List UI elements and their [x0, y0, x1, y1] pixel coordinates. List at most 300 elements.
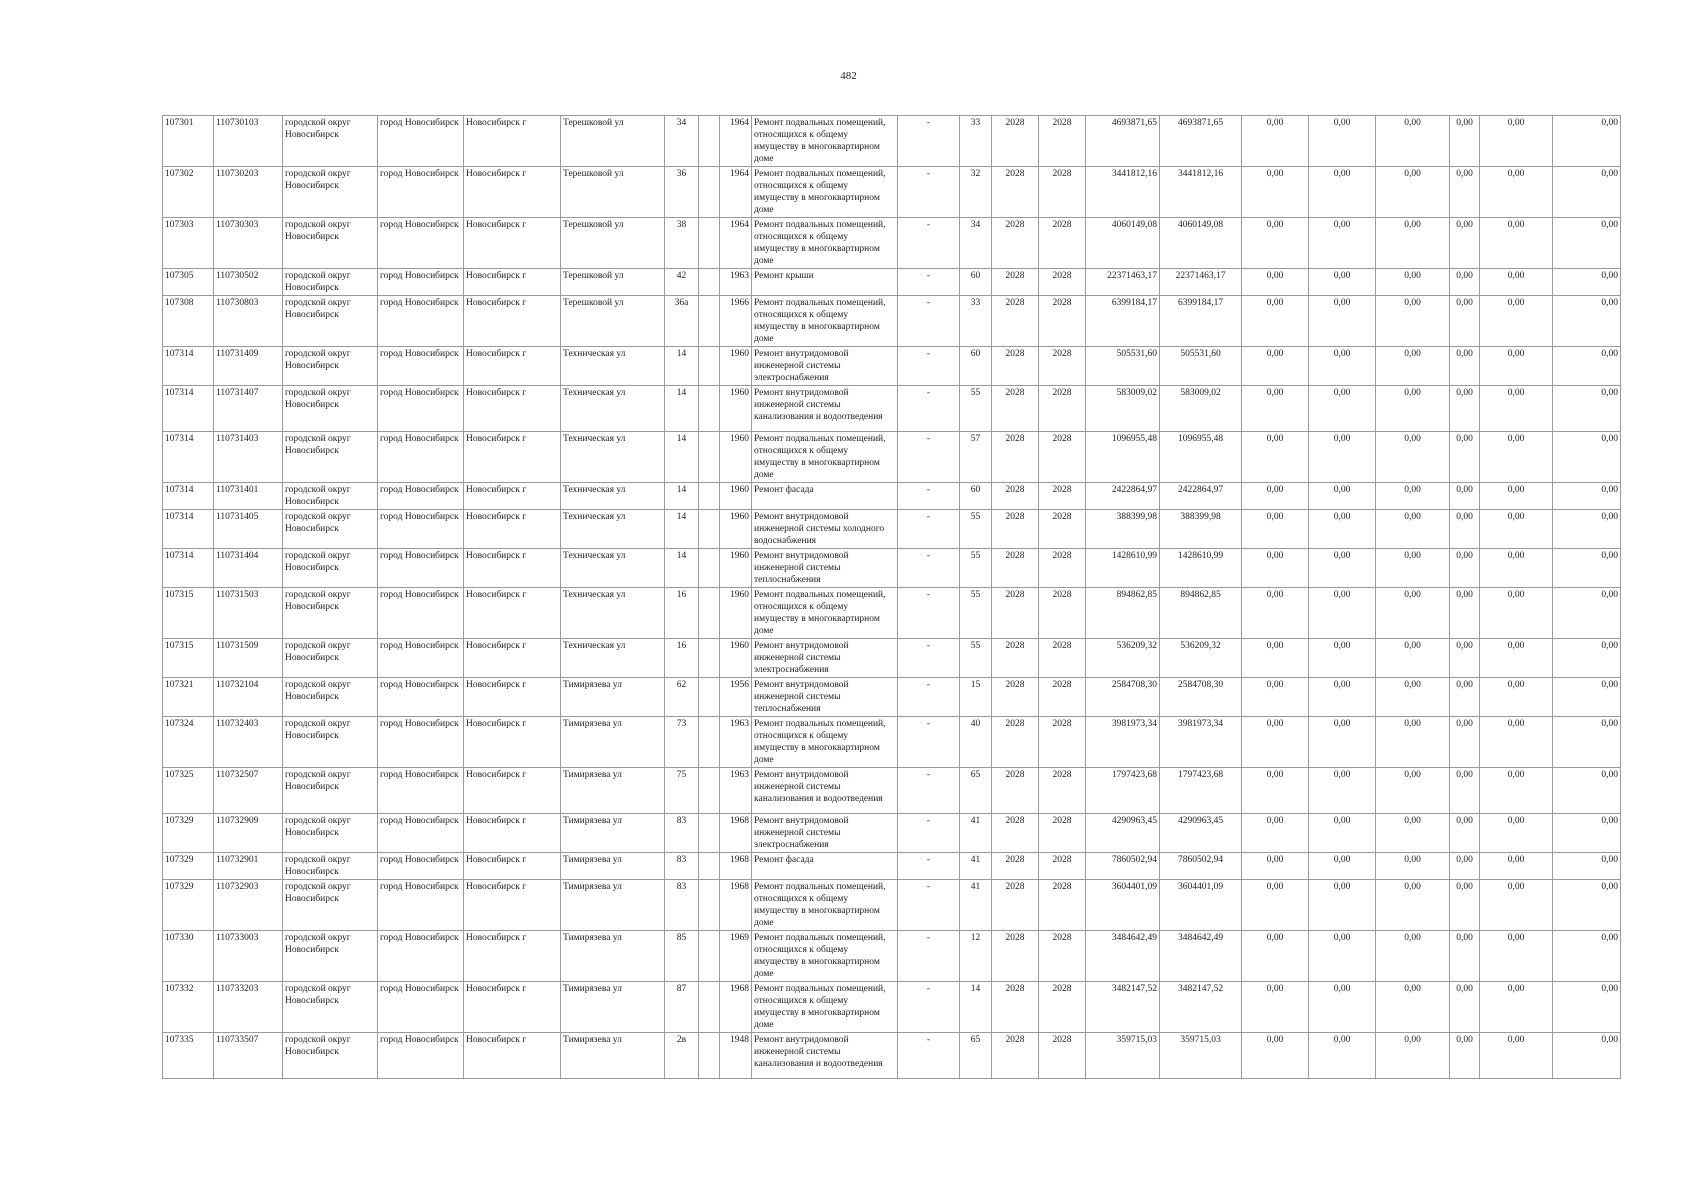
cell-record-id: 107315: [163, 639, 214, 678]
cell-plan-year-start: 2028: [992, 347, 1039, 386]
cell-cost-col-3: 0,00: [1376, 386, 1450, 432]
cell-cost-fund: 894862,85: [1160, 588, 1242, 639]
cell-dash: -: [898, 588, 960, 639]
cell-total-cost: 536209,32: [1086, 639, 1160, 678]
cell-plan-year-start: 2028: [992, 880, 1039, 931]
cell-total-cost: 4693871,65: [1086, 116, 1160, 167]
cell-building: [699, 116, 720, 167]
cell-cost-col-3: 0,00: [1376, 269, 1450, 296]
cell-work-code: 110730803: [214, 296, 283, 347]
cell-cost-fund: 4290963,45: [1160, 814, 1242, 853]
cell-settlement: город Новосибирск: [378, 296, 464, 347]
cell-city: Новосибирск г: [464, 386, 561, 432]
cell-build-year: 1968: [720, 982, 752, 1033]
cell-cost-col-2: 0,00: [1309, 588, 1376, 639]
cell-building: [699, 880, 720, 931]
cell-cost-col-3: 0,00: [1376, 931, 1450, 982]
cell-cost-col-2: 0,00: [1309, 880, 1376, 931]
cell-municipal-district: городской округ Новосибирск: [283, 218, 378, 269]
table-row: [163, 218, 1621, 269]
cell-cost-col-5: 0,00: [1480, 510, 1553, 549]
cell-cost-col-3: 0,00: [1376, 483, 1450, 510]
cell-building: [699, 432, 720, 483]
cell-work-code: 110733507: [214, 1033, 283, 1079]
cell-wear-percent: 33: [960, 116, 992, 167]
cell-total-cost: 3981973,34: [1086, 717, 1160, 768]
cell-work-code: 110732507: [214, 768, 283, 814]
cell-cost-fund: 3604401,09: [1160, 880, 1242, 931]
cell-cost-col-1: 0,00: [1242, 1033, 1309, 1079]
table-row: [163, 982, 1621, 1033]
cell-dash: -: [898, 717, 960, 768]
cell-cost-col-1: 0,00: [1242, 386, 1309, 432]
cell-build-year: 1960: [720, 483, 752, 510]
cell-cost-col-4: 0,00: [1450, 931, 1480, 982]
cell-wear-percent: 41: [960, 853, 992, 880]
cell-municipal-district: городской округ Новосибирск: [283, 116, 378, 167]
cell-dash: -: [898, 853, 960, 880]
cell-cost-col-3: 0,00: [1376, 218, 1450, 269]
cell-cost-col-6: 0,00: [1553, 510, 1621, 549]
cell-work-code: 110731403: [214, 432, 283, 483]
cell-house-number: 2в: [665, 1033, 699, 1079]
cell-municipal-district: городской округ Новосибирск: [283, 931, 378, 982]
cell-municipal-district: городской округ Новосибирск: [283, 296, 378, 347]
cell-street: Тимирязева ул: [561, 814, 665, 853]
cell-settlement: город Новосибирск: [378, 814, 464, 853]
cell-cost-col-4: 0,00: [1450, 167, 1480, 218]
cell-settlement: город Новосибирск: [378, 116, 464, 167]
cell-city: Новосибирск г: [464, 1033, 561, 1079]
cell-cost-fund: 536209,32: [1160, 639, 1242, 678]
cell-city: Новосибирск г: [464, 347, 561, 386]
cell-work-type: Ремонт внутридомовой инженерной системы теплоснабжения: [752, 549, 898, 588]
cell-plan-year-end: 2028: [1039, 296, 1086, 347]
cell-municipal-district: городской округ Новосибирск: [283, 432, 378, 483]
cell-settlement: город Новосибирск: [378, 347, 464, 386]
cell-cost-col-6: 0,00: [1553, 347, 1621, 386]
cell-cost-col-3: 0,00: [1376, 432, 1450, 483]
table-row: [163, 510, 1621, 549]
cell-city: Новосибирск г: [464, 588, 561, 639]
cell-cost-col-1: 0,00: [1242, 982, 1309, 1033]
cell-cost-col-1: 0,00: [1242, 880, 1309, 931]
cell-cost-col-6: 0,00: [1553, 853, 1621, 880]
table-row: [163, 880, 1621, 931]
cell-cost-col-1: 0,00: [1242, 432, 1309, 483]
cell-build-year: 1964: [720, 218, 752, 269]
cell-dash: -: [898, 116, 960, 167]
cell-work-code: 110733203: [214, 982, 283, 1033]
cell-cost-col-4: 0,00: [1450, 982, 1480, 1033]
cell-cost-col-5: 0,00: [1480, 768, 1553, 814]
cell-cost-col-2: 0,00: [1309, 347, 1376, 386]
cell-wear-percent: 15: [960, 678, 992, 717]
cell-cost-col-6: 0,00: [1553, 814, 1621, 853]
cell-work-type: Ремонт внутридомовой инженерной системы теплоснабжения: [752, 678, 898, 717]
cell-settlement: город Новосибирск: [378, 483, 464, 510]
cell-build-year: 1964: [720, 116, 752, 167]
table-row: [163, 588, 1621, 639]
cell-settlement: город Новосибирск: [378, 432, 464, 483]
cell-record-id: 107308: [163, 296, 214, 347]
cell-street: Техническая ул: [561, 347, 665, 386]
cell-municipal-district: городской округ Новосибирск: [283, 853, 378, 880]
cell-building: [699, 386, 720, 432]
cell-total-cost: 2422864,97: [1086, 483, 1160, 510]
cell-record-id: 107315: [163, 588, 214, 639]
cell-settlement: город Новосибирск: [378, 768, 464, 814]
cell-cost-col-4: 0,00: [1450, 386, 1480, 432]
cell-total-cost: 6399184,17: [1086, 296, 1160, 347]
cell-total-cost: 22371463,17: [1086, 269, 1160, 296]
cell-municipal-district: городской округ Новосибирск: [283, 347, 378, 386]
cell-build-year: 1960: [720, 510, 752, 549]
cell-city: Новосибирск г: [464, 678, 561, 717]
cell-city: Новосибирск г: [464, 432, 561, 483]
cell-street: Тимирязева ул: [561, 1033, 665, 1079]
cell-cost-col-4: 0,00: [1450, 296, 1480, 347]
cell-municipal-district: городской округ Новосибирск: [283, 1033, 378, 1079]
cell-build-year: 1960: [720, 588, 752, 639]
cell-cost-col-1: 0,00: [1242, 510, 1309, 549]
cell-municipal-district: городской округ Новосибирск: [283, 639, 378, 678]
cell-cost-col-5: 0,00: [1480, 639, 1553, 678]
cell-cost-col-2: 0,00: [1309, 483, 1376, 510]
cell-build-year: 1968: [720, 880, 752, 931]
cell-wear-percent: 55: [960, 549, 992, 588]
cell-house-number: 14: [665, 386, 699, 432]
cell-cost-col-2: 0,00: [1309, 678, 1376, 717]
cell-wear-percent: 55: [960, 510, 992, 549]
cell-cost-fund: 1797423,68: [1160, 768, 1242, 814]
table-row: [163, 678, 1621, 717]
cell-cost-col-3: 0,00: [1376, 549, 1450, 588]
cell-cost-col-5: 0,00: [1480, 853, 1553, 880]
cell-plan-year-start: 2028: [992, 1033, 1039, 1079]
cell-cost-col-3: 0,00: [1376, 814, 1450, 853]
cell-plan-year-end: 2028: [1039, 116, 1086, 167]
cell-street: Техническая ул: [561, 588, 665, 639]
cell-cost-col-3: 0,00: [1376, 768, 1450, 814]
cell-cost-col-6: 0,00: [1553, 588, 1621, 639]
cell-plan-year-end: 2028: [1039, 880, 1086, 931]
cell-building: [699, 1033, 720, 1079]
cell-total-cost: 359715,03: [1086, 1033, 1160, 1079]
cell-house-number: 42: [665, 269, 699, 296]
cell-wear-percent: 40: [960, 717, 992, 768]
cell-street: Техническая ул: [561, 483, 665, 510]
cell-plan-year-end: 2028: [1039, 639, 1086, 678]
cell-house-number: 73: [665, 717, 699, 768]
cell-cost-col-3: 0,00: [1376, 678, 1450, 717]
cell-plan-year-start: 2028: [992, 853, 1039, 880]
cell-record-id: 107314: [163, 347, 214, 386]
cell-cost-col-6: 0,00: [1553, 639, 1621, 678]
cell-cost-col-5: 0,00: [1480, 678, 1553, 717]
cell-cost-col-2: 0,00: [1309, 386, 1376, 432]
table-row: [163, 768, 1621, 814]
cell-build-year: 1948: [720, 1033, 752, 1079]
cell-record-id: 107314: [163, 549, 214, 588]
cell-cost-col-4: 0,00: [1450, 432, 1480, 483]
cell-record-id: 107314: [163, 510, 214, 549]
cell-street: Тимирязева ул: [561, 931, 665, 982]
cell-plan-year-start: 2028: [992, 814, 1039, 853]
cell-total-cost: 894862,85: [1086, 588, 1160, 639]
cell-house-number: 14: [665, 347, 699, 386]
cell-cost-fund: 3484642,49: [1160, 931, 1242, 982]
cell-work-type: Ремонт крыши: [752, 269, 898, 296]
cell-cost-col-2: 0,00: [1309, 549, 1376, 588]
cell-city: Новосибирск г: [464, 269, 561, 296]
cell-dash: -: [898, 510, 960, 549]
cell-dash: -: [898, 982, 960, 1033]
cell-cost-fund: 1428610,99: [1160, 549, 1242, 588]
cell-dash: -: [898, 814, 960, 853]
cell-plan-year-start: 2028: [992, 116, 1039, 167]
cell-wear-percent: 41: [960, 880, 992, 931]
cell-street: Тимирязева ул: [561, 768, 665, 814]
cell-settlement: город Новосибирск: [378, 549, 464, 588]
cell-plan-year-end: 2028: [1039, 853, 1086, 880]
cell-plan-year-start: 2028: [992, 768, 1039, 814]
cell-street: Тимирязева ул: [561, 880, 665, 931]
cell-cost-col-5: 0,00: [1480, 347, 1553, 386]
cell-municipal-district: городской округ Новосибирск: [283, 549, 378, 588]
cell-street: Терешковой ул: [561, 269, 665, 296]
cell-cost-col-1: 0,00: [1242, 483, 1309, 510]
cell-building: [699, 853, 720, 880]
cell-cost-col-4: 0,00: [1450, 510, 1480, 549]
cell-record-id: 107301: [163, 116, 214, 167]
cell-dash: -: [898, 483, 960, 510]
cell-build-year: 1963: [720, 717, 752, 768]
cell-build-year: 1960: [720, 639, 752, 678]
cell-total-cost: 3482147,52: [1086, 982, 1160, 1033]
cell-city: Новосибирск г: [464, 218, 561, 269]
cell-city: Новосибирск г: [464, 549, 561, 588]
cell-cost-col-6: 0,00: [1553, 982, 1621, 1033]
cell-cost-fund: 2422864,97: [1160, 483, 1242, 510]
cell-cost-col-6: 0,00: [1553, 1033, 1621, 1079]
cell-settlement: город Новосибирск: [378, 510, 464, 549]
cell-record-id: 107305: [163, 269, 214, 296]
cell-cost-col-1: 0,00: [1242, 931, 1309, 982]
cell-work-type: Ремонт внутридомовой инженерной системы канализования и водоотведения: [752, 1033, 898, 1079]
cell-municipal-district: городской округ Новосибирск: [283, 880, 378, 931]
cell-record-id: 107335: [163, 1033, 214, 1079]
cell-plan-year-start: 2028: [992, 167, 1039, 218]
cell-house-number: 83: [665, 853, 699, 880]
cell-dash: -: [898, 167, 960, 218]
cell-plan-year-end: 2028: [1039, 386, 1086, 432]
cell-cost-col-5: 0,00: [1480, 549, 1553, 588]
cell-work-type: Ремонт фасада: [752, 483, 898, 510]
cell-cost-col-5: 0,00: [1480, 218, 1553, 269]
cell-cost-col-5: 0,00: [1480, 814, 1553, 853]
cell-build-year: 1968: [720, 814, 752, 853]
cell-settlement: город Новосибирск: [378, 167, 464, 218]
cell-cost-col-3: 0,00: [1376, 1033, 1450, 1079]
cell-work-type: Ремонт внутридомовой инженерной системы канализования и водоотведения: [752, 386, 898, 432]
cell-dash: -: [898, 386, 960, 432]
cell-plan-year-start: 2028: [992, 483, 1039, 510]
cell-wear-percent: 65: [960, 768, 992, 814]
cell-building: [699, 639, 720, 678]
cell-cost-col-5: 0,00: [1480, 386, 1553, 432]
cell-record-id: 107329: [163, 880, 214, 931]
cell-cost-col-4: 0,00: [1450, 717, 1480, 768]
cell-record-id: 107303: [163, 218, 214, 269]
cell-build-year: 1960: [720, 432, 752, 483]
cell-building: [699, 269, 720, 296]
cell-cost-col-6: 0,00: [1553, 269, 1621, 296]
cell-dash: -: [898, 432, 960, 483]
cell-plan-year-end: 2028: [1039, 768, 1086, 814]
cell-work-type: Ремонт подвальных помещений, относящихся к общему имуществу в многоквартирном доме: [752, 717, 898, 768]
cell-cost-col-1: 0,00: [1242, 549, 1309, 588]
cell-work-type: Ремонт внутридомовой инженерной системы электроснабжения: [752, 639, 898, 678]
cell-plan-year-start: 2028: [992, 296, 1039, 347]
cell-house-number: 14: [665, 483, 699, 510]
cell-plan-year-start: 2028: [992, 588, 1039, 639]
cell-cost-fund: 7860502,94: [1160, 853, 1242, 880]
cell-cost-col-6: 0,00: [1553, 768, 1621, 814]
cell-city: Новосибирск г: [464, 639, 561, 678]
cell-cost-fund: 3981973,34: [1160, 717, 1242, 768]
cell-plan-year-end: 2028: [1039, 483, 1086, 510]
cell-settlement: город Новосибирск: [378, 588, 464, 639]
cell-street: Тимирязева ул: [561, 717, 665, 768]
cell-work-type: Ремонт внутридомовой инженерной системы холодного водоснабжения: [752, 510, 898, 549]
cell-cost-col-2: 0,00: [1309, 814, 1376, 853]
cell-cost-col-3: 0,00: [1376, 510, 1450, 549]
cell-total-cost: 4060149,08: [1086, 218, 1160, 269]
cell-cost-col-2: 0,00: [1309, 853, 1376, 880]
cell-street: Терешковой ул: [561, 116, 665, 167]
cell-building: [699, 588, 720, 639]
cell-cost-col-2: 0,00: [1309, 296, 1376, 347]
cell-cost-col-2: 0,00: [1309, 1033, 1376, 1079]
cell-building: [699, 167, 720, 218]
cell-record-id: 107329: [163, 853, 214, 880]
cell-street: Терешковой ул: [561, 296, 665, 347]
cell-city: Новосибирск г: [464, 814, 561, 853]
cell-settlement: город Новосибирск: [378, 880, 464, 931]
cell-cost-col-4: 0,00: [1450, 1033, 1480, 1079]
cell-dash: -: [898, 880, 960, 931]
cell-cost-col-2: 0,00: [1309, 269, 1376, 296]
cell-cost-col-5: 0,00: [1480, 880, 1553, 931]
cell-record-id: 107330: [163, 931, 214, 982]
cell-city: Новосибирск г: [464, 116, 561, 167]
cell-plan-year-start: 2028: [992, 678, 1039, 717]
cell-work-code: 110731404: [214, 549, 283, 588]
cell-cost-fund: 388399,98: [1160, 510, 1242, 549]
cell-work-type: Ремонт подвальных помещений, относящихся к общему имуществу в многоквартирном доме: [752, 432, 898, 483]
cell-cost-col-3: 0,00: [1376, 296, 1450, 347]
cell-plan-year-end: 2028: [1039, 218, 1086, 269]
cell-build-year: 1960: [720, 347, 752, 386]
cell-cost-col-6: 0,00: [1553, 296, 1621, 347]
cell-work-type: Ремонт подвальных помещений, относящихся к общему имуществу в многоквартирном доме: [752, 880, 898, 931]
cell-cost-col-1: 0,00: [1242, 678, 1309, 717]
cell-cost-col-2: 0,00: [1309, 639, 1376, 678]
table-row: [163, 269, 1621, 296]
cell-plan-year-end: 2028: [1039, 432, 1086, 483]
table-row: [163, 116, 1621, 167]
table-row: [163, 639, 1621, 678]
cell-cost-col-3: 0,00: [1376, 717, 1450, 768]
cell-building: [699, 678, 720, 717]
cell-plan-year-end: 2028: [1039, 510, 1086, 549]
cell-municipal-district: городской округ Новосибирск: [283, 717, 378, 768]
cell-work-type: Ремонт фасада: [752, 853, 898, 880]
cell-municipal-district: городской округ Новосибирск: [283, 982, 378, 1033]
cell-house-number: 14: [665, 432, 699, 483]
cell-plan-year-end: 2028: [1039, 814, 1086, 853]
cell-total-cost: 1428610,99: [1086, 549, 1160, 588]
cell-build-year: 1960: [720, 549, 752, 588]
cell-cost-col-6: 0,00: [1553, 678, 1621, 717]
cell-dash: -: [898, 768, 960, 814]
cell-cost-col-3: 0,00: [1376, 167, 1450, 218]
cell-cost-col-1: 0,00: [1242, 768, 1309, 814]
cell-cost-col-6: 0,00: [1553, 167, 1621, 218]
cell-wear-percent: 55: [960, 386, 992, 432]
cell-cost-col-1: 0,00: [1242, 116, 1309, 167]
cell-cost-col-5: 0,00: [1480, 167, 1553, 218]
cell-plan-year-start: 2028: [992, 432, 1039, 483]
cell-total-cost: 583009,02: [1086, 386, 1160, 432]
cell-cost-col-1: 0,00: [1242, 296, 1309, 347]
cell-work-type: Ремонт подвальных помещений, относящихся к общему имуществу в многоквартирном доме: [752, 931, 898, 982]
cell-municipal-district: городской округ Новосибирск: [283, 386, 378, 432]
cell-cost-fund: 583009,02: [1160, 386, 1242, 432]
cell-municipal-district: городской округ Новосибирск: [283, 678, 378, 717]
cell-work-code: 110732403: [214, 717, 283, 768]
cell-plan-year-start: 2028: [992, 386, 1039, 432]
cell-work-code: 110731503: [214, 588, 283, 639]
cell-wear-percent: 60: [960, 269, 992, 296]
cell-build-year: 1956: [720, 678, 752, 717]
cell-house-number: 85: [665, 931, 699, 982]
cell-cost-col-6: 0,00: [1553, 218, 1621, 269]
cell-wear-percent: 55: [960, 588, 992, 639]
cell-work-type: Ремонт подвальных помещений, относящихся к общему имуществу в многоквартирном доме: [752, 982, 898, 1033]
cell-work-code: 110731405: [214, 510, 283, 549]
cell-cost-fund: 505531,60: [1160, 347, 1242, 386]
cell-total-cost: 3604401,09: [1086, 880, 1160, 931]
cell-total-cost: 388399,98: [1086, 510, 1160, 549]
cell-cost-col-4: 0,00: [1450, 853, 1480, 880]
cell-work-code: 110730203: [214, 167, 283, 218]
cell-building: [699, 982, 720, 1033]
cell-total-cost: 3484642,49: [1086, 931, 1160, 982]
cell-house-number: 36а: [665, 296, 699, 347]
cell-cost-col-2: 0,00: [1309, 116, 1376, 167]
cell-plan-year-end: 2028: [1039, 931, 1086, 982]
cell-cost-col-3: 0,00: [1376, 116, 1450, 167]
cell-wear-percent: 12: [960, 931, 992, 982]
cell-settlement: город Новосибирск: [378, 717, 464, 768]
cell-house-number: 62: [665, 678, 699, 717]
cell-city: Новосибирск г: [464, 982, 561, 1033]
cell-dash: -: [898, 218, 960, 269]
cell-record-id: 107329: [163, 814, 214, 853]
cell-wear-percent: 55: [960, 639, 992, 678]
